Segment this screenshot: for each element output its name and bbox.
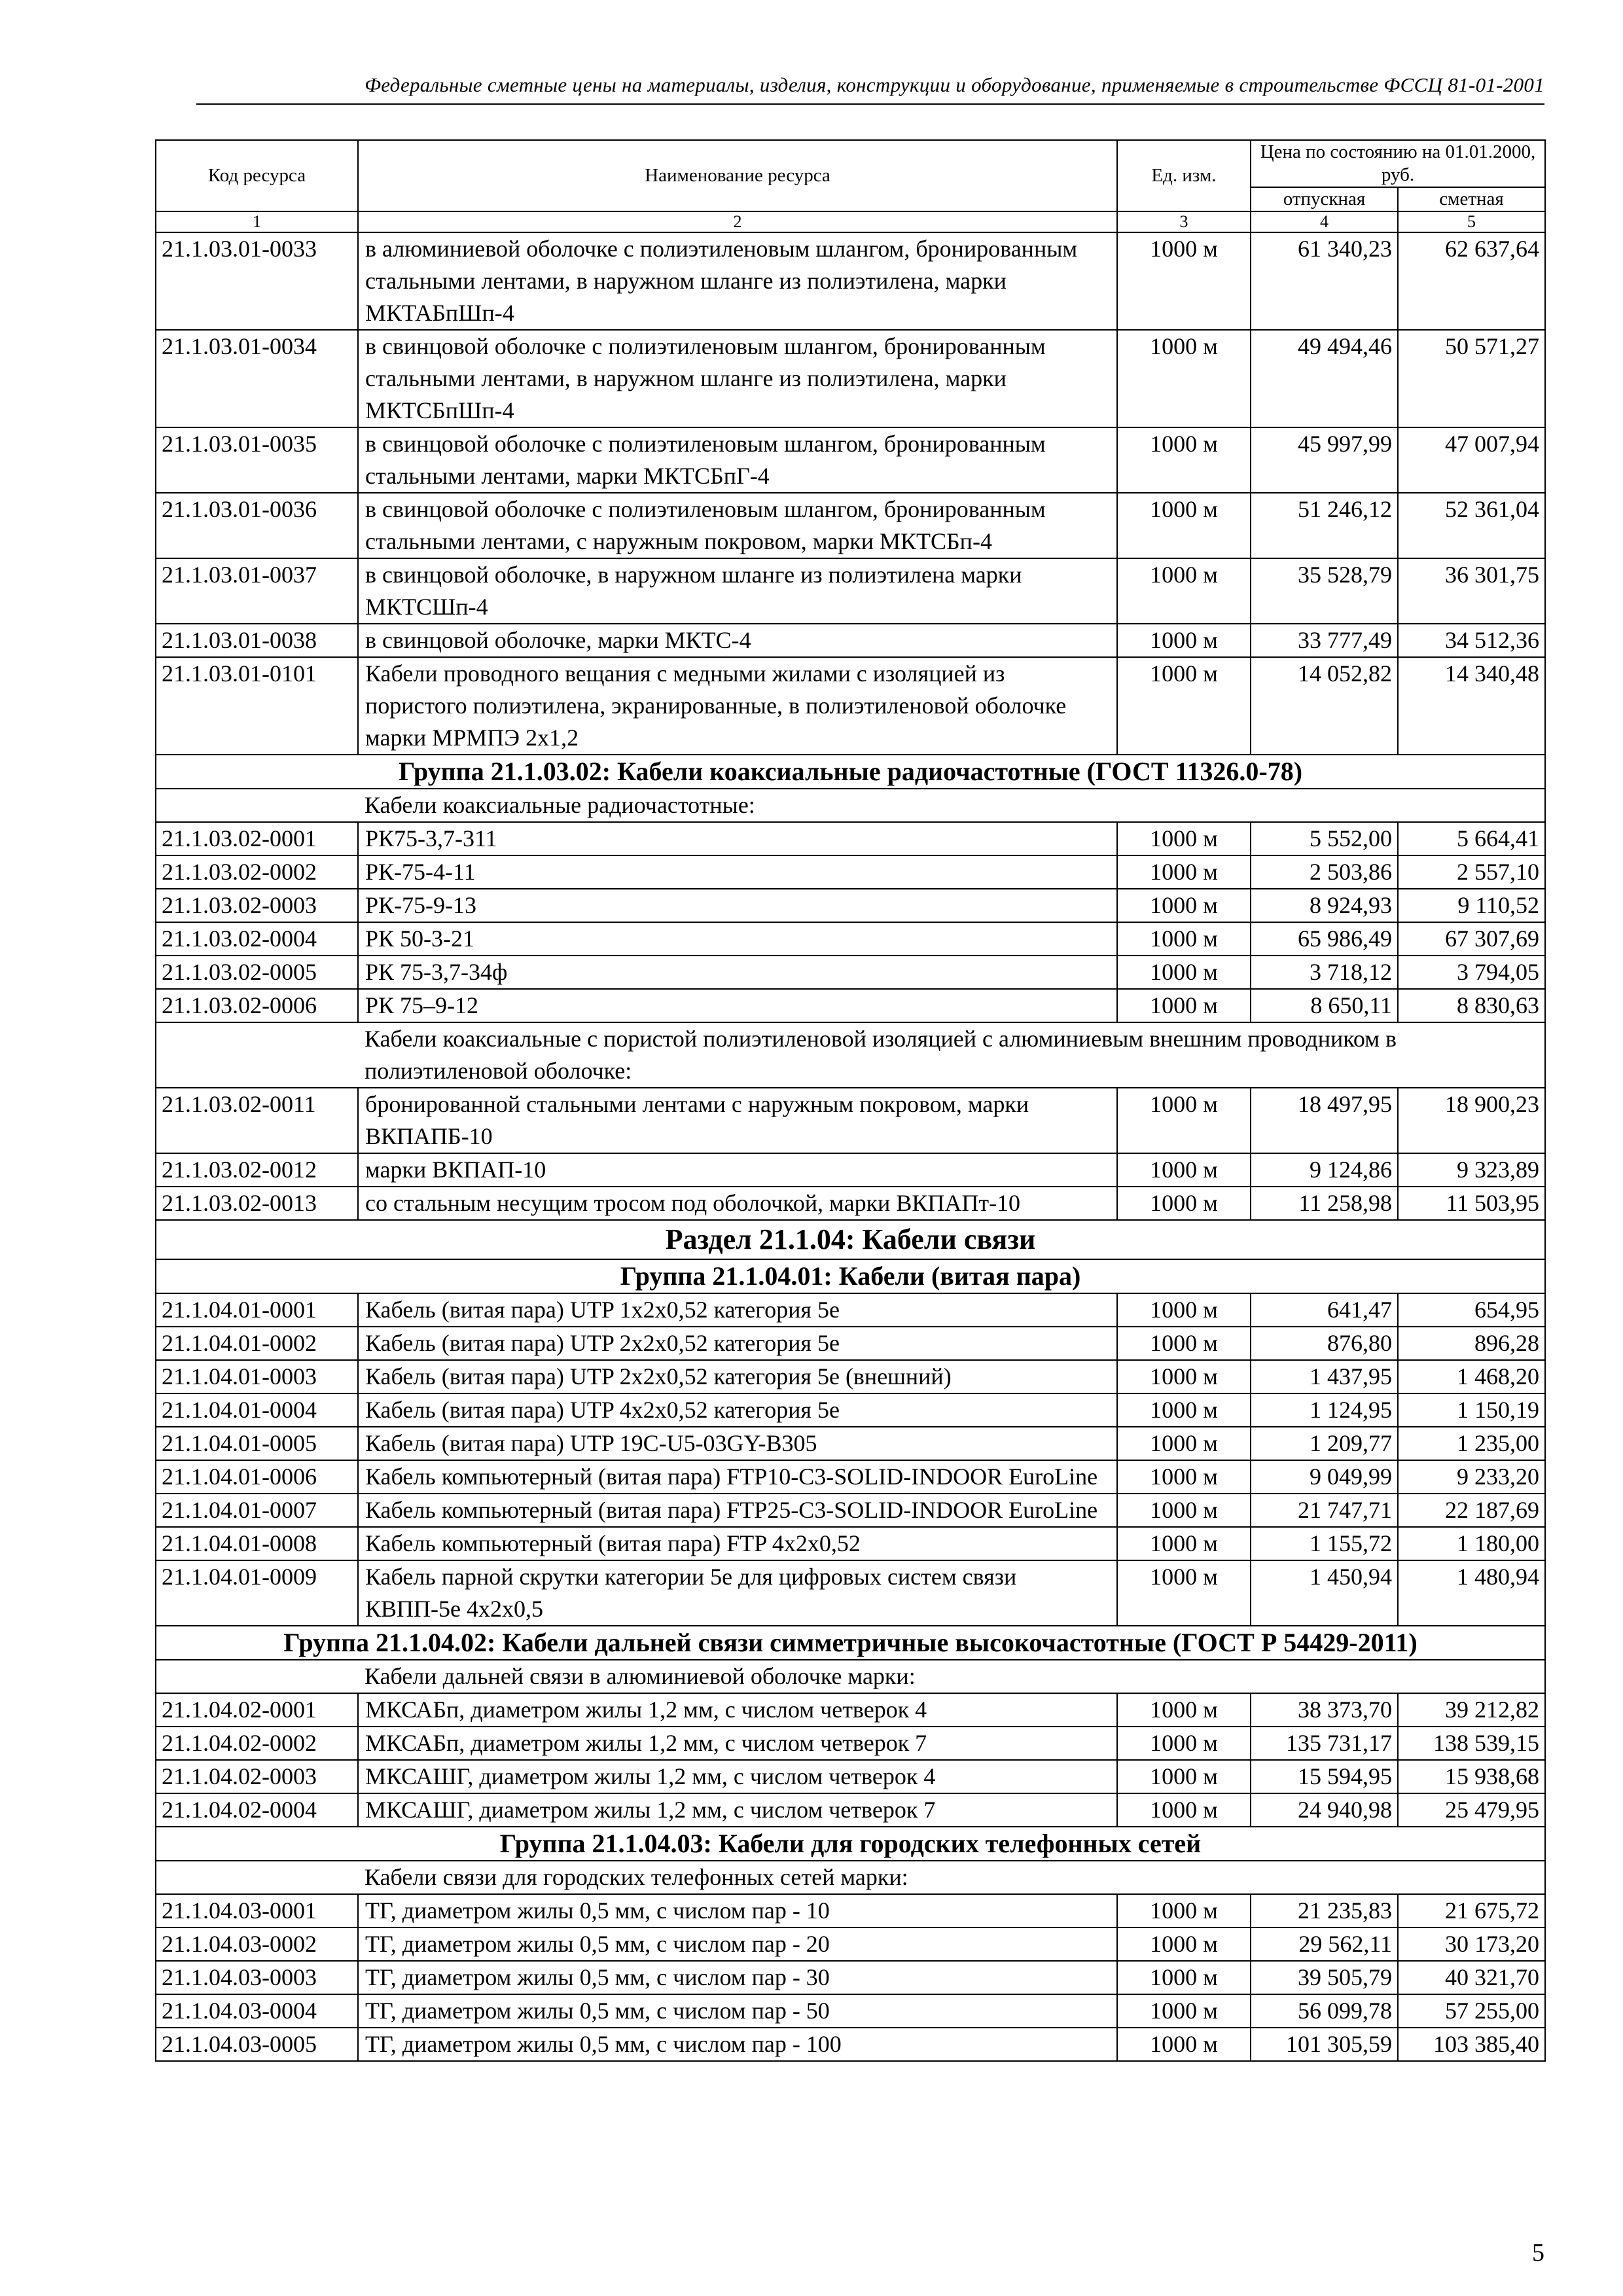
release-price: 15 594,95	[1251, 1760, 1398, 1793]
table-row	[156, 1393, 1545, 1427]
resource-name: Кабель (витая пара) UTP 2х2х0,52 категория 5е (внешний)	[358, 1360, 1117, 1393]
resource-code: 21.1.04.02-0004	[156, 1793, 358, 1827]
table-row	[156, 922, 1545, 956]
unit-of-measure: 1000 м	[1117, 1327, 1251, 1360]
release-price: 9 124,86	[1251, 1153, 1398, 1187]
resource-name: Кабель компьютерный (витая пара) FTP 4х2х0,52	[358, 1527, 1117, 1560]
resource-code: 21.1.04.02-0003	[156, 1760, 358, 1793]
resource-name: Кабель компьютерный (витая пара) FTP25-C3-SOLID-INDOOR EuroLine	[358, 1494, 1117, 1527]
resource-code: 21.1.04.01-0004	[156, 1393, 358, 1427]
section-heading-row	[156, 1220, 1545, 1259]
unit-of-measure: 1000 м	[1117, 1793, 1251, 1827]
unit-of-measure: 1000 м	[1117, 855, 1251, 889]
running-header: Федеральные сметные цены на материалы, изделия, конструкции и оборудование, применяемые в строительстве ФССЦ 81-01-2001	[365, 73, 1544, 96]
resource-code: 21.1.03.02-0002	[156, 855, 358, 889]
resource-name: ТГ, диаметром жилы 0,5 мм, с числом пар - 10	[358, 1894, 1117, 1928]
table-row	[156, 889, 1545, 922]
release-price: 45 997,99	[1251, 427, 1398, 493]
subheading-row	[156, 1022, 1545, 1088]
column-number: 3	[1117, 211, 1251, 232]
release-price: 38 373,70	[1251, 1693, 1398, 1727]
table-row	[156, 989, 1545, 1022]
release-price: 65 986,49	[1251, 922, 1398, 956]
unit-of-measure: 1000 м	[1117, 1187, 1251, 1220]
unit-of-measure: 1000 м	[1117, 558, 1251, 624]
unit-of-measure: 1000 м	[1117, 1560, 1251, 1626]
group-heading-row	[156, 1626, 1545, 1660]
resource-code: 21.1.04.03-0003	[156, 1961, 358, 1994]
table-row	[156, 1088, 1545, 1153]
release-price: 24 940,98	[1251, 1793, 1398, 1827]
release-price: 8 924,93	[1251, 889, 1398, 922]
column-number: 5	[1398, 211, 1545, 232]
resource-name: ТГ, диаметром жилы 0,5 мм, с числом пар - 20	[358, 1928, 1117, 1961]
estimate-price: 18 900,23	[1398, 1088, 1545, 1153]
unit-of-measure: 1000 м	[1117, 1153, 1251, 1187]
subheading-row	[156, 789, 1545, 822]
table-row	[156, 1994, 1545, 2028]
resource-name: РК 75-3,7-34ф	[358, 956, 1117, 989]
estimate-price: 1 235,00	[1398, 1427, 1545, 1460]
release-price: 29 562,11	[1251, 1928, 1398, 1961]
subheading-text: Кабели связи для городских телефонных сетей марки:	[358, 1861, 1545, 1894]
table-row	[156, 1961, 1545, 1994]
resource-code: 21.1.04.01-0001	[156, 1293, 358, 1327]
estimate-price: 1 150,19	[1398, 1393, 1545, 1427]
resource-name: бронированной стальными лентами с наружным покровом, марки ВКПАПБ-10	[358, 1088, 1117, 1153]
unit-of-measure: 1000 м	[1117, 1393, 1251, 1427]
estimate-price: 39 212,82	[1398, 1693, 1545, 1727]
release-price: 641,47	[1251, 1293, 1398, 1327]
table-row	[156, 1427, 1545, 1460]
estimate-price: 8 830,63	[1398, 989, 1545, 1022]
estimate-price: 103 385,40	[1398, 2028, 1545, 2061]
resource-name: Кабель (витая пара) UTP 2х2х0,52 категория 5е	[358, 1327, 1117, 1360]
estimate-price: 1 480,94	[1398, 1560, 1545, 1626]
release-price: 2 503,86	[1251, 855, 1398, 889]
estimate-price: 5 664,41	[1398, 822, 1545, 855]
table-row	[156, 1293, 1545, 1327]
column-number: 2	[358, 211, 1117, 232]
page-number: 5	[1532, 2239, 1544, 2267]
estimate-price: 11 503,95	[1398, 1187, 1545, 1220]
table-row	[156, 1560, 1545, 1626]
resource-code: 21.1.03.01-0035	[156, 427, 358, 493]
resource-code: 21.1.04.03-0004	[156, 1994, 358, 2028]
release-price: 3 718,12	[1251, 956, 1398, 989]
table-row	[156, 493, 1545, 558]
release-price: 1 209,77	[1251, 1427, 1398, 1460]
unit-of-measure: 1000 м	[1117, 657, 1251, 755]
unit-of-measure: 1000 м	[1117, 922, 1251, 956]
resource-code: 21.1.04.02-0001	[156, 1693, 358, 1727]
subheading-text: Кабели коаксиальные с пористой полиэтиленовой изоляцией с алюминиевым внешним проводником в полиэтиленовой оболочке:	[358, 1022, 1545, 1088]
resource-code: 21.1.03.02-0005	[156, 956, 358, 989]
unit-of-measure: 1000 м	[1117, 1961, 1251, 1994]
subheading-text: Кабели дальней связи в алюминиевой оболочке марки:	[358, 1660, 1545, 1693]
resource-name: Кабель (витая пара) UTP 4х2х0,52 категория 5е	[358, 1393, 1117, 1427]
resource-name: РК75-3,7-311	[358, 822, 1117, 855]
header-name: Наименование ресурса	[358, 140, 1117, 211]
resource-name: Кабель (витая пара) UTP 19C-U5-03GY-B305	[358, 1427, 1117, 1460]
release-price: 5 552,00	[1251, 822, 1398, 855]
estimate-price: 22 187,69	[1398, 1494, 1545, 1527]
group-heading: Группа 21.1.03.02: Кабели коаксиальные радиочастотные (ГОСТ 11326.0-78)	[156, 755, 1545, 789]
resource-name: РК-75-4-11	[358, 855, 1117, 889]
resource-name: в свинцовой оболочке, в наружном шланге из полиэтилена марки МКТСШп-4	[358, 558, 1117, 624]
release-price: 51 246,12	[1251, 493, 1398, 558]
group-heading: Группа 21.1.04.01: Кабели (витая пара)	[156, 1259, 1545, 1293]
table-row	[156, 1460, 1545, 1494]
release-price: 1 124,95	[1251, 1393, 1398, 1427]
unit-of-measure: 1000 м	[1117, 956, 1251, 989]
release-price: 39 505,79	[1251, 1961, 1398, 1994]
resource-name: в свинцовой оболочке с полиэтиленовым шлангом, бронированным стальными лентами, с наружным покровом, марки МКТСБп-4	[358, 493, 1117, 558]
resource-name: МКСАБп, диаметром жилы 1,2 мм, с числом четверок 4	[358, 1693, 1117, 1727]
estimate-price: 21 675,72	[1398, 1894, 1545, 1928]
resource-name: со стальным несущим тросом под оболочкой, марки ВКПАПт-10	[358, 1187, 1117, 1220]
group-heading-row	[156, 1259, 1545, 1293]
release-price: 135 731,17	[1251, 1727, 1398, 1760]
subheading-row	[156, 1861, 1545, 1894]
table-row	[156, 558, 1545, 624]
group-heading: Группа 21.1.04.03: Кабели для городских телефонных сетей	[156, 1827, 1545, 1861]
table-row	[156, 624, 1545, 657]
resource-name: ТГ, диаметром жилы 0,5 мм, с числом пар - 50	[358, 1994, 1117, 2028]
estimate-price: 62 637,64	[1398, 232, 1545, 330]
table-row	[156, 1928, 1545, 1961]
resource-code: 21.1.03.02-0013	[156, 1187, 358, 1220]
estimate-price: 2 557,10	[1398, 855, 1545, 889]
unit-of-measure: 1000 м	[1117, 1360, 1251, 1393]
estimate-price: 896,28	[1398, 1327, 1545, 1360]
table-row	[156, 822, 1545, 855]
resource-name: Кабель компьютерный (витая пара) FTP10-C3-SOLID-INDOOR EuroLine	[358, 1460, 1117, 1494]
resource-name: Кабель парной скрутки категории 5е для цифровых систем связи КВПП-5е 4х2х0,5	[358, 1560, 1117, 1626]
table-row	[156, 330, 1545, 427]
release-price: 1 450,94	[1251, 1560, 1398, 1626]
unit-of-measure: 1000 м	[1117, 1760, 1251, 1793]
resource-code: 21.1.03.02-0011	[156, 1088, 358, 1153]
unit-of-measure: 1000 м	[1117, 1894, 1251, 1928]
estimate-price: 3 794,05	[1398, 956, 1545, 989]
table-row	[156, 2028, 1545, 2061]
unit-of-measure: 1000 м	[1117, 1494, 1251, 1527]
resource-code: 21.1.03.02-0003	[156, 889, 358, 922]
resource-code: 21.1.04.01-0007	[156, 1494, 358, 1527]
resource-name: ТГ, диаметром жилы 0,5 мм, с числом пар - 30	[358, 1961, 1117, 1994]
price-table	[155, 139, 1546, 2062]
resource-name: в свинцовой оболочке с полиэтиленовым шлангом, бронированным стальными лентами, марки МКТСБпГ-4	[358, 427, 1117, 493]
estimate-price: 30 173,20	[1398, 1928, 1545, 1961]
unit-of-measure: 1000 м	[1117, 1928, 1251, 1961]
resource-name: в свинцовой оболочке с полиэтиленовым шлангом, бронированным стальными лентами, в наружном шланге из полиэтилена, марки МКТСБпШп-4	[358, 330, 1117, 427]
group-heading-row	[156, 1827, 1545, 1861]
estimate-price: 50 571,27	[1398, 330, 1545, 427]
group-heading-row	[156, 755, 1545, 789]
resource-code: 21.1.03.02-0006	[156, 989, 358, 1022]
table-row	[156, 232, 1545, 330]
resource-code: 21.1.03.01-0037	[156, 558, 358, 624]
column-number: 4	[1251, 211, 1398, 232]
release-price: 1 155,72	[1251, 1527, 1398, 1560]
release-price: 35 528,79	[1251, 558, 1398, 624]
resource-name: в свинцовой оболочке, марки МКТС-4	[358, 624, 1117, 657]
resource-code: 21.1.03.01-0036	[156, 493, 358, 558]
release-price: 33 777,49	[1251, 624, 1398, 657]
subheading-row	[156, 1660, 1545, 1693]
resource-code: 21.1.03.01-0033	[156, 232, 358, 330]
unit-of-measure: 1000 м	[1117, 427, 1251, 493]
estimate-price: 52 361,04	[1398, 493, 1545, 558]
table-row	[156, 1327, 1545, 1360]
section-heading: Раздел 21.1.04: Кабели связи	[156, 1220, 1545, 1259]
resource-code: 21.1.03.02-0001	[156, 822, 358, 855]
resource-code: 21.1.04.01-0006	[156, 1460, 358, 1494]
unit-of-measure: 1000 м	[1117, 1460, 1251, 1494]
estimate-price: 138 539,15	[1398, 1727, 1545, 1760]
resource-code: 21.1.04.03-0001	[156, 1894, 358, 1928]
unit-of-measure: 1000 м	[1117, 2028, 1251, 2061]
estimate-price: 9 323,89	[1398, 1153, 1545, 1187]
resource-name: РК-75-9-13	[358, 889, 1117, 922]
resource-code: 21.1.04.01-0008	[156, 1527, 358, 1560]
table-row	[156, 1894, 1545, 1928]
header-estimate-price: сметная	[1398, 187, 1545, 211]
release-price: 11 258,98	[1251, 1187, 1398, 1220]
resource-code: 21.1.04.01-0002	[156, 1327, 358, 1360]
table-row	[156, 427, 1545, 493]
resource-code: 21.1.03.02-0004	[156, 922, 358, 956]
estimate-price: 1 468,20	[1398, 1360, 1545, 1393]
empty-cell	[156, 1660, 358, 1693]
estimate-price: 15 938,68	[1398, 1760, 1545, 1793]
resource-name: МКСАБп, диаметром жилы 1,2 мм, с числом четверок 7	[358, 1727, 1117, 1760]
resource-name: МКСАШГ, диаметром жилы 1,2 мм, с числом четверок 7	[358, 1793, 1117, 1827]
header-rule	[196, 103, 1544, 105]
unit-of-measure: 1000 м	[1117, 330, 1251, 427]
release-price: 8 650,11	[1251, 989, 1398, 1022]
release-price: 21 747,71	[1251, 1494, 1398, 1527]
header-unit: Ед. изм.	[1117, 140, 1251, 211]
column-numbers-row	[156, 211, 1545, 232]
release-price: 56 099,78	[1251, 1994, 1398, 2028]
table-row	[156, 1494, 1545, 1527]
table-row	[156, 1793, 1545, 1827]
unit-of-measure: 1000 м	[1117, 1427, 1251, 1460]
unit-of-measure: 1000 м	[1117, 1088, 1251, 1153]
resource-code: 21.1.03.01-0101	[156, 657, 358, 755]
table-row	[156, 657, 1545, 755]
unit-of-measure: 1000 м	[1117, 989, 1251, 1022]
estimate-price: 25 479,95	[1398, 1793, 1545, 1827]
table-body	[156, 232, 1545, 2061]
unit-of-measure: 1000 м	[1117, 822, 1251, 855]
estimate-price: 34 512,36	[1398, 624, 1545, 657]
resource-code: 21.1.04.01-0003	[156, 1360, 358, 1393]
unit-of-measure: 1000 м	[1117, 232, 1251, 330]
table-row	[156, 956, 1545, 989]
header-release-price: отпускная	[1251, 187, 1398, 211]
table-row	[156, 855, 1545, 889]
resource-name: Кабели проводного вещания с медными жилами с изоляцией из пористого полиэтилена, экранированные, в полиэтиленовой оболочке марки МРМПЭ 2х1,2	[358, 657, 1117, 755]
estimate-price: 40 321,70	[1398, 1961, 1545, 1994]
unit-of-measure: 1000 м	[1117, 1293, 1251, 1327]
table-row	[156, 1727, 1545, 1760]
resource-name: в алюминиевой оболочке с полиэтиленовым шлангом, бронированным стальными лентами, в наружном шланге из полиэтилена, марки МКТАБпШп-4	[358, 232, 1117, 330]
resource-name: Кабель (витая пара) UTP 1х2х0,52 категория 5е	[358, 1293, 1117, 1327]
unit-of-measure: 1000 м	[1117, 1994, 1251, 2028]
release-price: 21 235,83	[1251, 1894, 1398, 1928]
group-heading: Группа 21.1.04.02: Кабели дальней связи симметричные высокочастотные (ГОСТ Р 54429-2011)	[156, 1626, 1545, 1660]
release-price: 14 052,82	[1251, 657, 1398, 755]
resource-code: 21.1.04.01-0005	[156, 1427, 358, 1460]
estimate-price: 67 307,69	[1398, 922, 1545, 956]
unit-of-measure: 1000 м	[1117, 889, 1251, 922]
resource-name: марки ВКПАП-10	[358, 1153, 1117, 1187]
column-number: 1	[156, 211, 358, 232]
table-row	[156, 1760, 1545, 1793]
resource-code: 21.1.03.01-0034	[156, 330, 358, 427]
resource-code: 21.1.04.01-0009	[156, 1560, 358, 1626]
unit-of-measure: 1000 м	[1117, 493, 1251, 558]
resource-code: 21.1.03.02-0012	[156, 1153, 358, 1187]
estimate-price: 36 301,75	[1398, 558, 1545, 624]
resource-code: 21.1.03.01-0038	[156, 624, 358, 657]
release-price: 61 340,23	[1251, 232, 1398, 330]
table-row	[156, 1153, 1545, 1187]
release-price: 101 305,59	[1251, 2028, 1398, 2061]
resource-name: ТГ, диаметром жилы 0,5 мм, с числом пар - 100	[358, 2028, 1117, 2061]
unit-of-measure: 1000 м	[1117, 1693, 1251, 1727]
release-price: 876,80	[1251, 1327, 1398, 1360]
resource-code: 21.1.04.02-0002	[156, 1727, 358, 1760]
table-row	[156, 1693, 1545, 1727]
estimate-price: 1 180,00	[1398, 1527, 1545, 1560]
resource-name: РК 75–9-12	[358, 989, 1117, 1022]
unit-of-measure: 1000 м	[1117, 1727, 1251, 1760]
table-row	[156, 1360, 1545, 1393]
unit-of-measure: 1000 м	[1117, 1527, 1251, 1560]
estimate-price: 9 110,52	[1398, 889, 1545, 922]
estimate-price: 57 255,00	[1398, 1994, 1545, 2028]
unit-of-measure: 1000 м	[1117, 624, 1251, 657]
header-price-group: Цена по состоянию на 01.01.2000, руб.	[1251, 140, 1545, 187]
table-row	[156, 1527, 1545, 1560]
resource-code: 21.1.04.03-0002	[156, 1928, 358, 1961]
empty-cell	[156, 1861, 358, 1894]
empty-cell	[156, 1022, 358, 1088]
estimate-price: 9 233,20	[1398, 1460, 1545, 1494]
release-price: 49 494,46	[1251, 330, 1398, 427]
subheading-text: Кабели коаксиальные радиочастотные:	[358, 789, 1545, 822]
release-price: 1 437,95	[1251, 1360, 1398, 1393]
header-code: Код ресурса	[156, 140, 358, 211]
estimate-price: 14 340,48	[1398, 657, 1545, 755]
resource-name: МКСАШГ, диаметром жилы 1,2 мм, с числом четверок 4	[358, 1760, 1117, 1793]
resource-code: 21.1.04.03-0005	[156, 2028, 358, 2061]
estimate-price: 654,95	[1398, 1293, 1545, 1327]
release-price: 9 049,99	[1251, 1460, 1398, 1494]
resource-name: РК 50-3-21	[358, 922, 1117, 956]
estimate-price: 47 007,94	[1398, 427, 1545, 493]
empty-cell	[156, 789, 358, 822]
table-row	[156, 1187, 1545, 1220]
release-price: 18 497,95	[1251, 1088, 1398, 1153]
table-header-row	[156, 140, 1545, 187]
